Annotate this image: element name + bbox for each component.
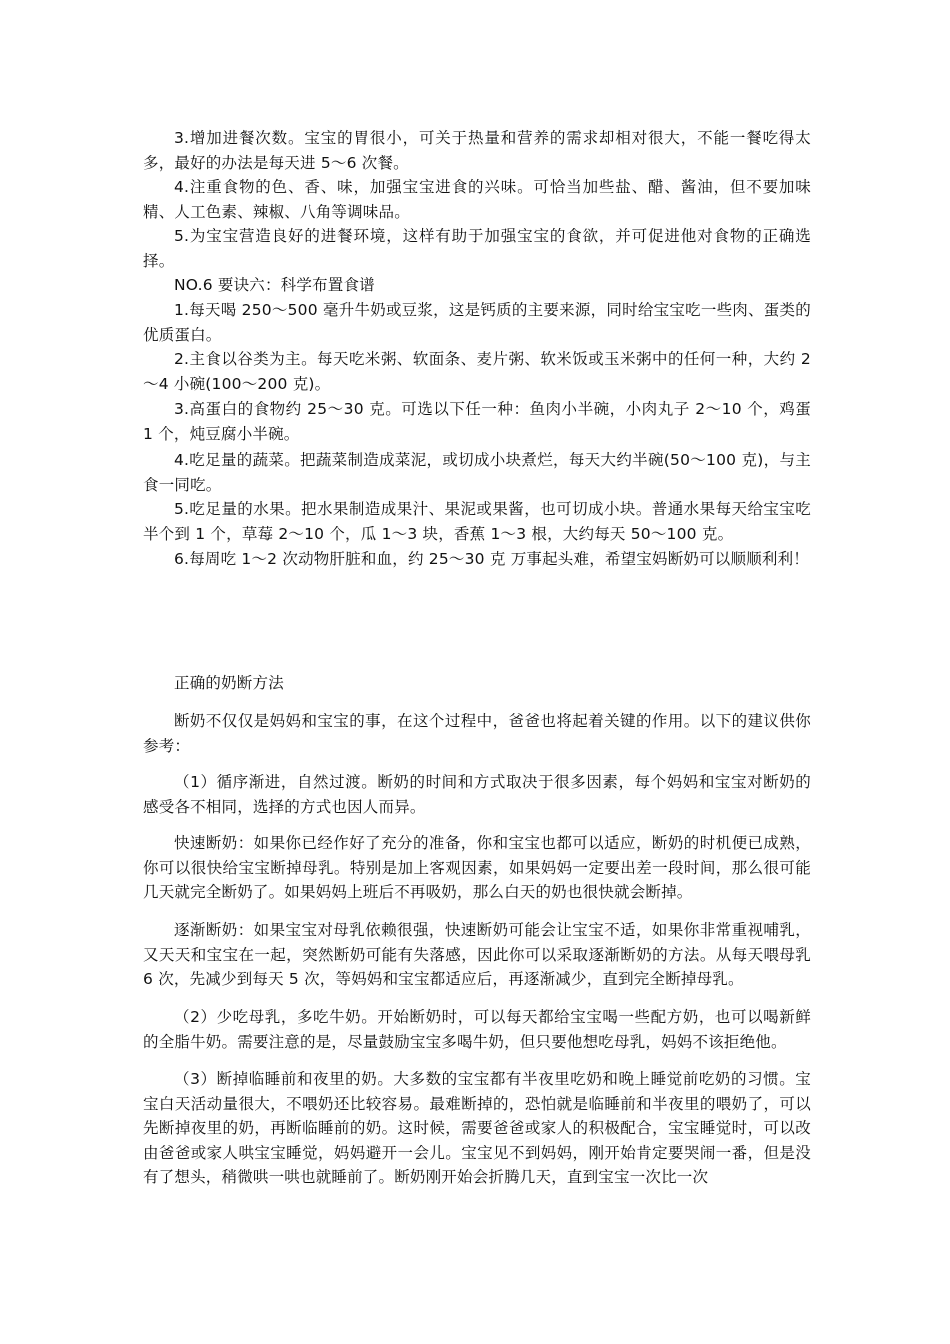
paragraph-protein: 3.高蛋白的食物约 25～30 克。可选以下任一种：鱼肉小半碗，小肉丸子 2～10 个，鸡蛋 1 个，炖豆腐小半碗。 [143,400,811,443]
paragraph-slow-weaning: 逐渐断奶：如果宝宝对母乳依赖很强，快速断奶可能会让宝宝不适，如果你非常重视哺乳，又天天和宝宝在一起，突然断奶可能有失落感，因此你可以采取逐渐断奶的方法。从每天喂母乳 6 次，先减少到每天 5 次，等妈妈和宝宝都适应后，再逐渐减少，直到完全断掉母乳。 [143,921,811,988]
paragraph-liver: 6.每周吃 1～2 次动物肝脏和血，约 25～30 克 万事起头难，希望宝妈断奶可以顺顺利利！ [174,550,809,568]
paragraph-less-breastmilk: （2）少吃母乳，多吃牛奶。开始断奶时，可以每天都给宝宝喝一些配方奶，也可以喝新鲜的全脂牛奶。需要注意的是，尽量鼓励宝宝多喝牛奶，但只要他想吃母乳，妈妈不该拒绝他。 [143,1008,811,1051]
paragraph-food-flavor: 4.注重食物的色、香、味，加强宝宝进食的兴味。可恰当加些盐、醋、酱油，但不要加味精、人工色素、辣椒、八角等调味品。 [143,178,811,221]
paragraph-gradual: （1）循序渐进，自然过渡。断奶的时间和方式取决于很多因素，每个妈妈和宝宝对断奶的感受各不相同，选择的方式也因人而异。 [143,773,811,816]
paragraph-milk: 1.每天喝 250～500 毫升牛奶或豆浆，这是钙质的主要来源，同时给宝宝吃一些肉、蛋类的优质蛋白。 [143,301,811,344]
paragraph-night-feeding: （3）断掉临睡前和夜里的奶。大多数的宝宝都有半夜里吃奶和晚上睡觉前吃奶的习惯。宝宝白天活动量很大，不喂奶还比较容易。最难断掉的，恐怕就是临睡前和半夜里的喂奶了，可以先断掉夜里的奶，再断临睡前的奶。这时候，需要爸爸或家人的积极配合，宝宝睡觉时，可以改由爸爸或家人哄宝宝睡觉，妈妈避开一会儿。宝宝见不到妈妈，刚开始肯定要哭闹一番，但是没有了想头，稍微哄一哄也就睡前了。断奶刚开始会折腾几天，直到宝宝一次比一次 [143,1070,811,1186]
paragraph-dining-environment: 5.为宝宝营造良好的进餐环境，这样有助于加强宝宝的食欲，并可促进他对食物的正确选择。 [143,227,811,270]
paragraph-fast-weaning: 快速断奶：如果你已经作好了充分的准备，你和宝宝也都可以适应，断奶的时机便已成熟，你可以很快给宝宝断掉母乳。特别是加上客观因素，如果妈妈一定要出差一段时间，那么很可能几天就完全断奶了。如果妈妈上班后不再吸奶，那么白天的奶也很快就会断掉。 [143,834,811,901]
paragraph-vegetables: 4.吃足量的蔬菜。把蔬菜制造成菜泥，或切成小块煮烂，每天大约半碗(50～100 克)，与主食一同吃。 [143,451,811,494]
paragraph-staple-food: 2.主食以谷类为主。每天吃米粥、软面条、麦片粥、软米饭或玉米粥中的任何一种，大约 2～4 小碗(100～200 克)。 [143,350,811,393]
paragraph-fruit: 5.吃足量的水果。把水果制造成果汁、果泥或果酱，也可切成小块。普通水果每天给宝宝吃半个到 1 个，草莓 2～10 个，瓜 1～3 块，香蕉 1～3 根，大约每天 50～100 克。 [143,500,811,543]
section-title-weaning: 正确的奶断方法 [174,674,284,692]
section-heading-recipe: NO.6 要诀六：科学布置食谱 [174,276,375,294]
paragraph-meals-frequency: 3.增加进餐次数。宝宝的胃很小，可关于热量和营养的需求却相对很大，不能一餐吃得太多，最好的办法是每天进 5～6 次餐。 [143,129,811,172]
paragraph-intro: 断奶不仅仅是妈妈和宝宝的事，在这个过程中，爸爸也将起着关键的作用。以下的建议供你参考： [143,712,811,755]
